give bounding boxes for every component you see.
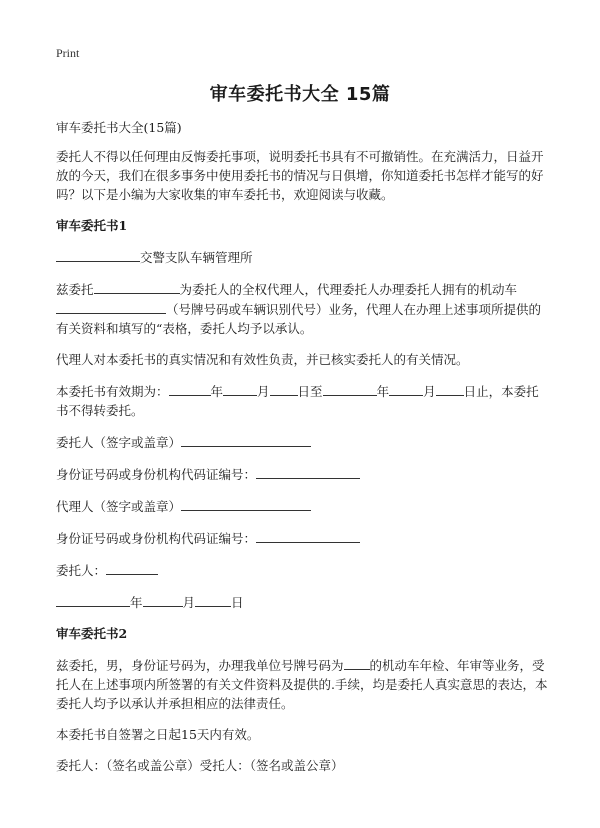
date-text: 年 — [130, 595, 143, 610]
blank-line — [436, 381, 464, 396]
validity-paragraph — [56, 381, 551, 420]
responsibility-paragraph: 代理人对本委托书的真实情况和有效性负责，并已核实委托人的有关情况。 — [56, 352, 469, 367]
blank-line — [323, 381, 377, 396]
agent-signature-line — [56, 496, 551, 516]
print-link[interactable]: Print — [56, 46, 80, 60]
validity-text: 年 — [376, 384, 390, 399]
signature-blank — [181, 496, 311, 511]
addressee-line — [56, 247, 551, 267]
validity-text: 年 — [210, 384, 224, 399]
signature-blank — [181, 432, 311, 447]
principal-signature-label: 委托人（签字或盖章） — [56, 435, 182, 450]
blank-line — [195, 592, 231, 607]
principal-signature-line — [56, 432, 551, 452]
blank-line — [56, 247, 140, 262]
principal-blank — [106, 560, 158, 575]
section-heading-2: 审车委托书2 — [56, 626, 128, 641]
validity-text: 日至 — [297, 384, 323, 399]
date-line — [56, 592, 551, 612]
blank-line — [56, 299, 166, 314]
page-title: 审车委托书大全 15篇 — [209, 84, 391, 105]
authorization-text: 为委托人的全权代理人，代理委托人办理委托人拥有的机动车 — [179, 282, 518, 297]
id-blank — [256, 528, 360, 543]
blank-line — [270, 381, 298, 396]
authorization-text: （号牌号码或车辆识别代号）业务，代理人在办理上述事项所提供的有关资料和填写的“表格，委托人均予以承认。 — [56, 302, 542, 336]
delegation-paragraph — [56, 655, 551, 713]
blank-line — [56, 592, 130, 607]
blank-line — [344, 655, 370, 670]
blank-line — [223, 381, 257, 396]
authorization-text: 兹委托 — [56, 282, 94, 297]
blank-line — [389, 381, 423, 396]
id-label: 身份证号码或身份机构代码证编号： — [56, 531, 257, 546]
principal-id-line — [56, 464, 551, 484]
document-subtitle: 审车委托书大全(15篇) — [56, 120, 182, 135]
validity-text: 本委托书有效期为： — [56, 384, 169, 399]
addressee-text: 交警支队车辆管理所 — [140, 250, 253, 265]
validity-text: 日止，本委托书不得转委托。 — [56, 384, 539, 418]
agent-signature-label: 代理人（签字或盖章） — [56, 499, 182, 514]
delegation-text: 的机动车年检、年审等业务，受托人在上述事项内所签署的有关文件资料及提供的.手续，均是委托人真实意思的表达，本委托人均予以承认并承担相应的法律责任。 — [56, 658, 548, 711]
validity-note: 本委托书自签署之日起15天内有效。 — [56, 727, 260, 742]
principal-label: 委托人： — [56, 563, 107, 578]
date-text: 日 — [231, 595, 244, 610]
authorization-paragraph — [56, 279, 551, 338]
document-body — [56, 118, 551, 787]
blank-line — [169, 381, 211, 396]
validity-text: 月 — [423, 384, 436, 399]
agent-id-line — [56, 528, 551, 548]
delegation-text: 兹委托，男，身份证号码为，办理我单位号牌号码为 — [56, 658, 344, 673]
blank-line — [143, 592, 183, 607]
blank-line — [94, 279, 180, 294]
principal-line — [56, 560, 551, 580]
date-text: 月 — [182, 595, 196, 610]
validity-text: 月 — [257, 384, 270, 399]
id-label: 身份证号码或身份机构代码证编号： — [56, 467, 257, 482]
intro-paragraph: 委托人不得以任何理由反悔委托事项，说明委托书具有不可撤销性。在充满活力，日益开放的今天，我们在很多事务中使用委托书的情况与日俱增，你知道委托书怎样才能写的好吗？以下是小编为大家收集的审车委托书，欢迎阅读与收藏。 — [56, 149, 544, 202]
id-blank — [256, 464, 360, 479]
signatures-line: 委托人：（签名或盖公章）受托人：（签名或盖公章） — [56, 758, 344, 773]
section-heading-1: 审车委托书1 — [56, 218, 128, 233]
